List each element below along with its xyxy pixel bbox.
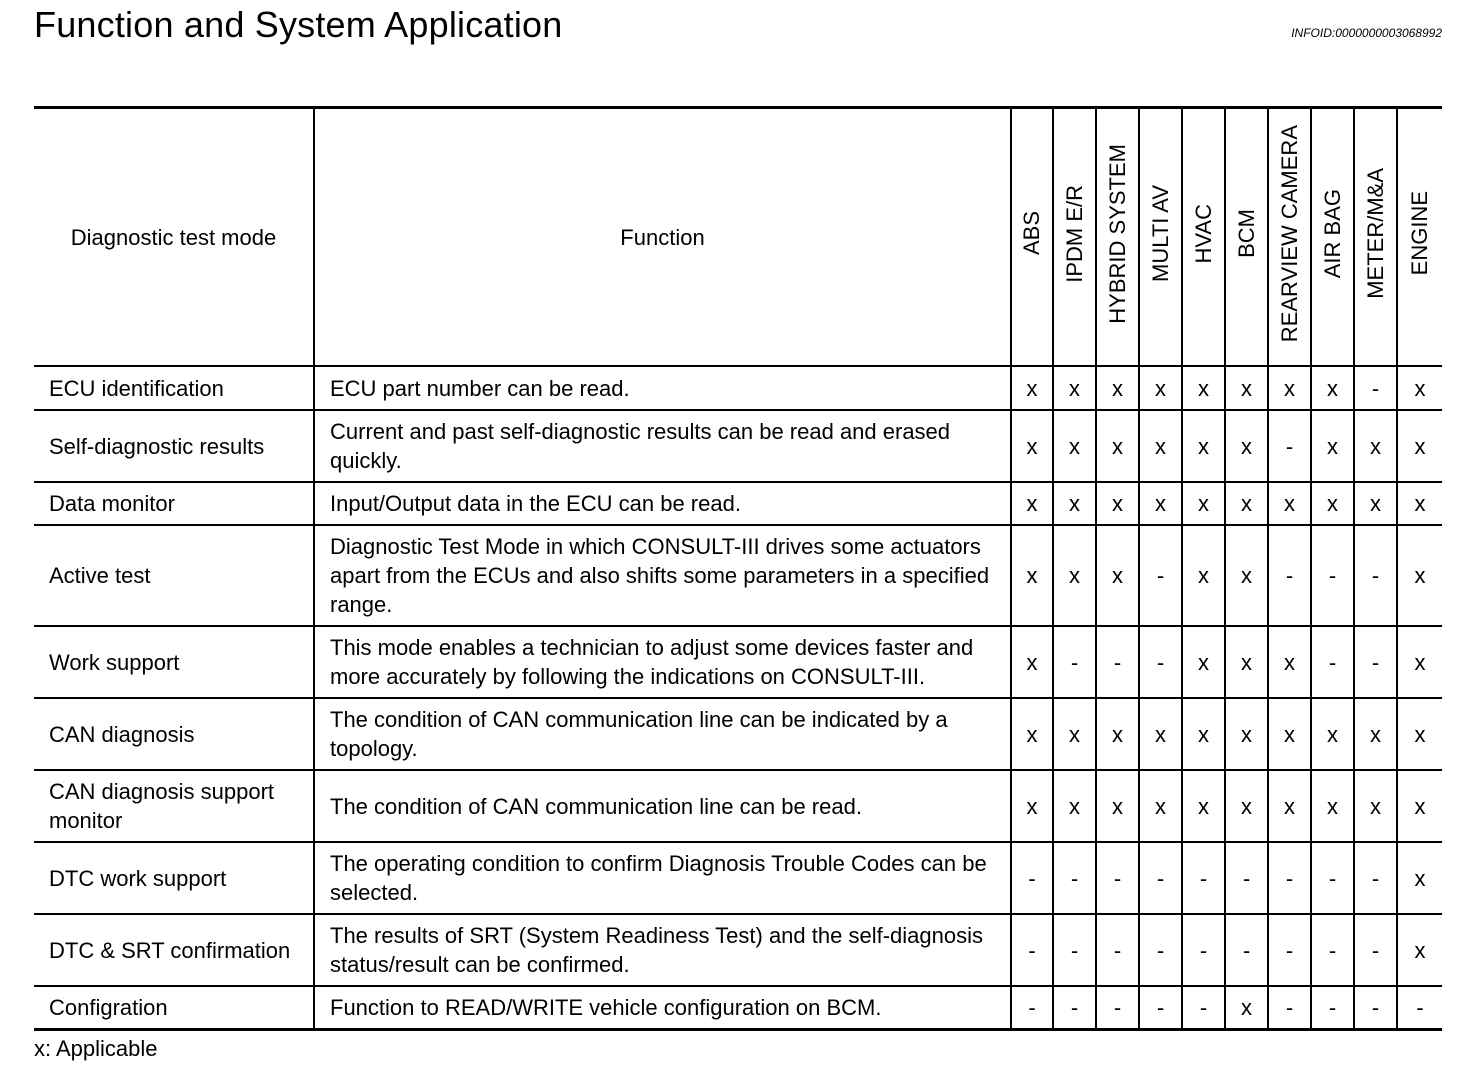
function-cell: This mode enables a technician to adjust some devices faster and more accurately by following the indications on CONSULT-III. <box>314 626 1011 698</box>
function-cell: Input/Output data in the ECU can be read. <box>314 482 1011 525</box>
applicability-cell: x <box>1096 525 1139 626</box>
applicability-cell: x <box>1053 770 1096 842</box>
applicability-cell: x <box>1311 698 1354 770</box>
applicability-cell: x <box>1225 986 1268 1029</box>
applicability-cell: x <box>1311 770 1354 842</box>
header-system-ipdm-er <box>1053 108 1096 367</box>
diagnostic-test-mode-cell: Data monitor <box>34 482 314 525</box>
header-system-rearview-camera <box>1268 108 1311 367</box>
applicability-cell: - <box>1268 986 1311 1029</box>
applicability-cell: - <box>1354 366 1397 410</box>
applicability-cell: - <box>1311 914 1354 986</box>
applicability-cell: x <box>1011 770 1053 842</box>
applicability-cell: x <box>1354 410 1397 482</box>
system-label: MULTI AV <box>1147 185 1173 282</box>
system-label: METER/M&A <box>1362 168 1388 299</box>
applicability-cell: x <box>1397 482 1442 525</box>
table-header-row <box>34 108 1442 367</box>
applicability-cell: - <box>1354 986 1397 1029</box>
function-cell: The condition of CAN communication line can be read. <box>314 770 1011 842</box>
applicability-cell: x <box>1397 410 1442 482</box>
applicability-cell: x <box>1182 525 1225 626</box>
function-cell: The results of SRT (System Readiness Test) and the self-diagnosis status/result can be confirmed. <box>314 914 1011 986</box>
applicability-cell: x <box>1354 770 1397 842</box>
applicability-cell: x <box>1139 482 1182 525</box>
diagnostic-test-mode-cell: Work support <box>34 626 314 698</box>
applicability-cell: x <box>1096 366 1139 410</box>
applicability-cell: - <box>1268 410 1311 482</box>
table-row <box>34 366 1442 410</box>
header-system-hvac <box>1182 108 1225 367</box>
applicability-cell: - <box>1053 842 1096 914</box>
applicability-cell: - <box>1139 914 1182 986</box>
applicability-cell: - <box>1053 914 1096 986</box>
table-body <box>34 366 1442 1029</box>
applicability-cell: x <box>1096 698 1139 770</box>
applicability-cell: x <box>1268 366 1311 410</box>
applicability-cell: x <box>1053 525 1096 626</box>
applicability-cell: x <box>1011 482 1053 525</box>
applicability-cell: - <box>1053 986 1096 1029</box>
applicability-cell: x <box>1011 626 1053 698</box>
system-label: IPDM E/R <box>1061 184 1087 283</box>
diagnostic-test-mode-cell: CAN diagnosis <box>34 698 314 770</box>
applicability-cell: - <box>1268 842 1311 914</box>
applicability-cell: - <box>1225 842 1268 914</box>
applicability-cell: x <box>1311 482 1354 525</box>
applicability-cell: - <box>1354 914 1397 986</box>
applicability-cell: x <box>1268 482 1311 525</box>
applicability-cell: - <box>1311 525 1354 626</box>
applicability-cell: x <box>1397 366 1442 410</box>
table-row <box>34 986 1442 1029</box>
applicability-cell: x <box>1011 410 1053 482</box>
table-row <box>34 842 1442 914</box>
applicability-cell: x <box>1225 626 1268 698</box>
header-system-air-bag <box>1311 108 1354 367</box>
applicability-cell: x <box>1182 410 1225 482</box>
applicability-cell: - <box>1182 986 1225 1029</box>
applicability-cell: - <box>1139 626 1182 698</box>
diagnostic-test-mode-cell: Self-diagnostic results <box>34 410 314 482</box>
applicability-cell: x <box>1311 366 1354 410</box>
applicability-cell: - <box>1011 986 1053 1029</box>
function-cell: Diagnostic Test Mode in which CONSULT-III drives some actuators apart from the ECUs and also shifts some parameters in a specified range. <box>314 525 1011 626</box>
applicability-cell: - <box>1139 842 1182 914</box>
table-row <box>34 410 1442 482</box>
applicability-cell: x <box>1182 366 1225 410</box>
applicability-cell: x <box>1397 842 1442 914</box>
diagnostic-test-mode-cell: CAN diagnosis support monitor <box>34 770 314 842</box>
applicability-cell: x <box>1139 770 1182 842</box>
applicability-cell: - <box>1182 914 1225 986</box>
header-system-abs <box>1011 108 1053 367</box>
header-system-meter-ma <box>1354 108 1397 367</box>
info-id: INFOID:0000000003068992 <box>1291 26 1442 40</box>
applicability-cell: - <box>1311 626 1354 698</box>
function-system-table <box>34 106 1442 1031</box>
applicability-cell: - <box>1268 914 1311 986</box>
applicability-cell: - <box>1354 842 1397 914</box>
applicability-cell: x <box>1182 482 1225 525</box>
table-row <box>34 698 1442 770</box>
applicability-cell: x <box>1011 525 1053 626</box>
applicability-cell: x <box>1397 626 1442 698</box>
applicability-cell: x <box>1096 482 1139 525</box>
system-label: REARVIEW CAMERA <box>1276 124 1302 343</box>
applicability-cell: x <box>1268 626 1311 698</box>
header-function: Function <box>314 108 1011 367</box>
header-system-bcm <box>1225 108 1268 367</box>
legend: x: Applicable <box>34 1036 158 1061</box>
applicability-cell: x <box>1225 410 1268 482</box>
applicability-cell: - <box>1354 525 1397 626</box>
applicability-cell: x <box>1397 698 1442 770</box>
table-row <box>34 770 1442 842</box>
applicability-cell: - <box>1268 525 1311 626</box>
applicability-cell: x <box>1182 698 1225 770</box>
header-system-hybrid-system <box>1096 108 1139 367</box>
applicability-cell: - <box>1139 986 1182 1029</box>
header-diagnostic-test-mode: Diagnostic test mode <box>34 108 314 367</box>
applicability-cell: - <box>1225 914 1268 986</box>
applicability-cell: - <box>1053 626 1096 698</box>
applicability-cell: x <box>1053 410 1096 482</box>
applicability-cell: x <box>1011 698 1053 770</box>
applicability-cell: x <box>1139 366 1182 410</box>
function-cell: The condition of CAN communication line can be indicated by a topology. <box>314 698 1011 770</box>
applicability-cell: x <box>1397 770 1442 842</box>
applicability-cell: - <box>1311 842 1354 914</box>
applicability-cell: x <box>1053 698 1096 770</box>
applicability-cell: x <box>1268 770 1311 842</box>
applicability-cell: x <box>1397 525 1442 626</box>
table-row <box>34 626 1442 698</box>
applicability-cell: - <box>1096 914 1139 986</box>
page-title: Function and System Application <box>34 4 563 45</box>
header-system-multi-av <box>1139 108 1182 367</box>
applicability-cell: x <box>1053 366 1096 410</box>
function-cell: Function to READ/WRITE vehicle configuration on BCM. <box>314 986 1011 1029</box>
diagnostic-test-mode-cell: Configration <box>34 986 314 1029</box>
applicability-cell: - <box>1096 986 1139 1029</box>
diagnostic-test-mode-cell: Active test <box>34 525 314 626</box>
applicability-cell: x <box>1096 410 1139 482</box>
applicability-cell: - <box>1139 525 1182 626</box>
applicability-cell: - <box>1397 986 1442 1029</box>
applicability-cell: x <box>1139 410 1182 482</box>
diagnostic-test-mode-cell: ECU identification <box>34 366 314 410</box>
applicability-cell: x <box>1182 626 1225 698</box>
applicability-cell: - <box>1354 626 1397 698</box>
applicability-cell: x <box>1053 482 1096 525</box>
table-row <box>34 482 1442 525</box>
system-label: ABS <box>1019 211 1044 256</box>
applicability-cell: x <box>1225 482 1268 525</box>
diagnostic-test-mode-cell: DTC & SRT confirmation <box>34 914 314 986</box>
applicability-cell: x <box>1225 525 1268 626</box>
table-row <box>34 914 1442 986</box>
applicability-cell: - <box>1311 986 1354 1029</box>
applicability-cell: - <box>1011 842 1053 914</box>
applicability-cell: x <box>1311 410 1354 482</box>
applicability-cell: x <box>1139 698 1182 770</box>
function-cell: The operating condition to confirm Diagnosis Trouble Codes can be selected. <box>314 842 1011 914</box>
applicability-cell: - <box>1096 626 1139 698</box>
applicability-cell: x <box>1182 770 1225 842</box>
diagnostic-test-mode-cell: DTC work support <box>34 842 314 914</box>
applicability-cell: x <box>1397 914 1442 986</box>
system-label: AIR BAG <box>1319 188 1345 279</box>
system-label: ENGINE <box>1407 191 1432 276</box>
applicability-cell: - <box>1182 842 1225 914</box>
applicability-cell: x <box>1011 366 1053 410</box>
applicability-cell: x <box>1225 770 1268 842</box>
function-cell: Current and past self-diagnostic results can be read and erased quickly. <box>314 410 1011 482</box>
function-cell: ECU part number can be read. <box>314 366 1011 410</box>
applicability-cell: - <box>1096 842 1139 914</box>
applicability-cell: x <box>1225 698 1268 770</box>
applicability-cell: x <box>1354 482 1397 525</box>
system-label: HYBRID SYSTEM <box>1104 143 1130 324</box>
applicability-cell: x <box>1354 698 1397 770</box>
system-label: HVAC <box>1190 203 1216 264</box>
applicability-cell: x <box>1225 366 1268 410</box>
applicability-cell: x <box>1096 770 1139 842</box>
system-label: BCM <box>1233 209 1259 258</box>
header-system-engine <box>1397 108 1442 367</box>
table-row <box>34 525 1442 626</box>
applicability-cell: x <box>1268 698 1311 770</box>
applicability-cell: - <box>1011 914 1053 986</box>
